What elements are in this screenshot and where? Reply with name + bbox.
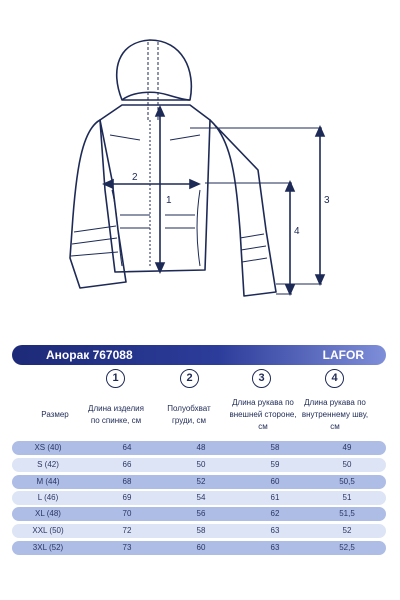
table-row — [12, 441, 386, 455]
row-c4: 50,5 — [339, 477, 355, 486]
column-header-3: Длина рукава по внешней стороне, см — [229, 398, 297, 431]
row-c4: 50 — [342, 460, 352, 469]
row-c2: 56 — [196, 509, 206, 518]
brand-name: LAFOR — [322, 348, 364, 362]
row-c3: 58 — [270, 443, 280, 452]
column-marker-3: 3 — [252, 369, 271, 388]
row-c4: 52,5 — [339, 543, 355, 552]
row-c2: 48 — [196, 443, 206, 452]
row-c4: 51 — [342, 493, 352, 502]
table-header-bar — [12, 345, 386, 365]
table-row — [12, 507, 386, 521]
row-c3: 60 — [270, 477, 280, 486]
column-header-2: Полуобхват груди, см — [167, 404, 211, 425]
row-size: 3XL (52) — [32, 543, 64, 552]
row-c2: 54 — [196, 493, 206, 502]
body-outline — [100, 105, 210, 272]
measure-label-2: 2 — [132, 172, 138, 183]
right-sleeve — [210, 120, 276, 296]
table-row — [12, 491, 386, 505]
table-row — [12, 475, 386, 489]
column-header-4: Длина рукава по внутреннему шву, см — [301, 398, 369, 431]
row-c1: 69 — [122, 493, 132, 502]
table-row — [12, 458, 386, 472]
row-c3: 61 — [270, 493, 280, 502]
row-c2: 58 — [196, 526, 206, 535]
row-c3: 63 — [270, 543, 280, 552]
row-c3: 62 — [270, 509, 280, 518]
row-c1: 70 — [122, 509, 132, 518]
row-c3: 63 — [270, 526, 280, 535]
row-c4: 52 — [342, 526, 352, 535]
row-c1: 72 — [122, 526, 132, 535]
row-c4: 51,5 — [339, 509, 355, 518]
row-c2: 50 — [196, 460, 206, 469]
row-c2: 52 — [196, 477, 206, 486]
row-size: XL (48) — [35, 509, 61, 518]
column-header-size: Размер — [41, 410, 69, 419]
row-c1: 68 — [122, 477, 132, 486]
row-size: L (46) — [37, 493, 59, 502]
row-c4: 49 — [342, 443, 352, 452]
measure-label-1: 1 — [166, 195, 172, 206]
measure-label-3: 3 — [324, 195, 330, 206]
row-c2: 60 — [196, 543, 206, 552]
column-marker-1: 1 — [106, 369, 125, 388]
column-header-1: Длина изделия по спинке, см — [88, 404, 144, 425]
row-size: M (44) — [36, 477, 60, 486]
row-size: XXL (50) — [32, 526, 64, 535]
hood-outline — [117, 40, 192, 100]
row-c1: 64 — [122, 443, 132, 452]
column-marker-2: 2 — [180, 369, 199, 388]
measure-label-4: 4 — [294, 226, 300, 237]
row-size: XS (40) — [34, 443, 62, 452]
table-row — [12, 524, 386, 538]
left-sleeve — [70, 120, 126, 288]
table-row — [12, 541, 386, 555]
row-c1: 66 — [122, 460, 132, 469]
row-c1: 73 — [122, 543, 132, 552]
row-size: S (42) — [37, 460, 59, 469]
row-c3: 59 — [270, 460, 280, 469]
product-name: Анорак 767088 — [46, 348, 133, 362]
column-marker-4: 4 — [325, 369, 344, 388]
